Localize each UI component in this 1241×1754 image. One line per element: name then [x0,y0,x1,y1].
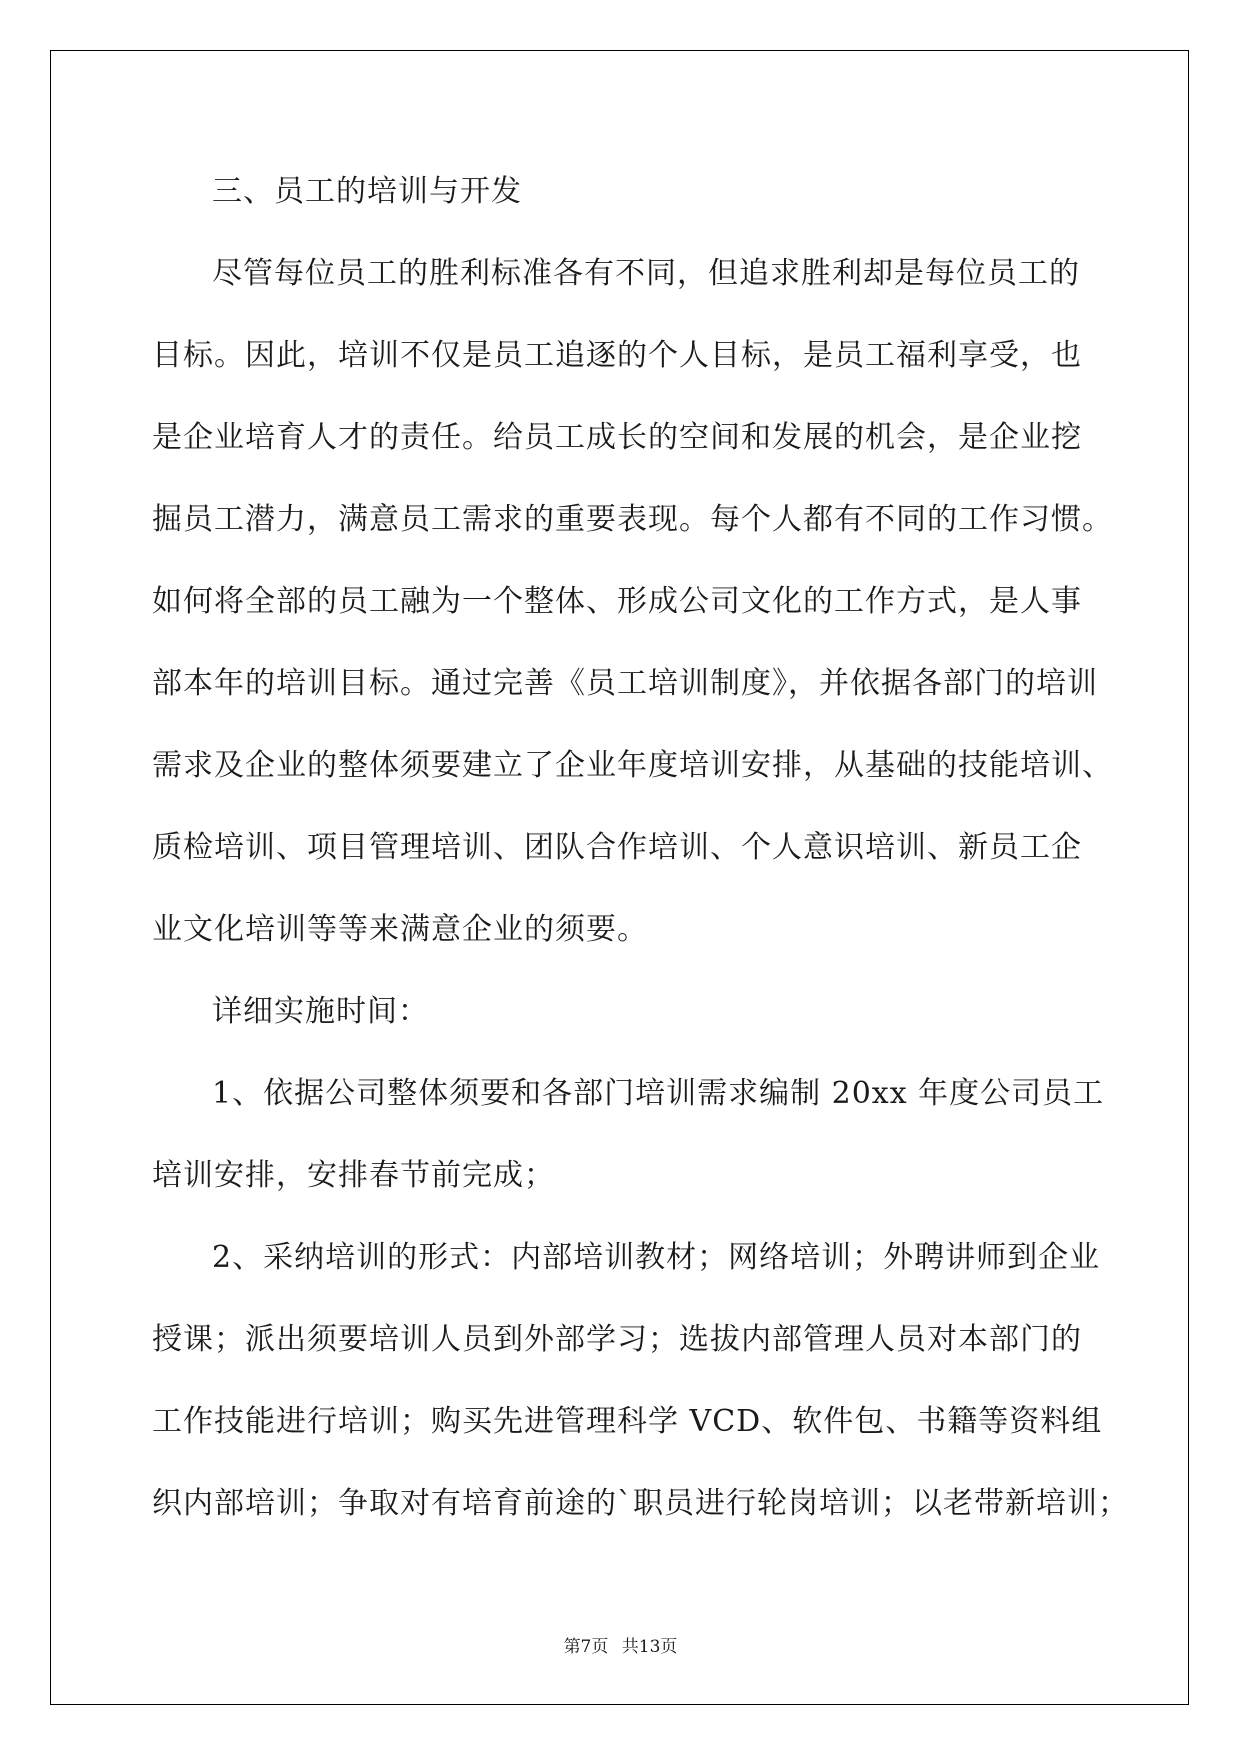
list-item-line: 培训安排，安排春节前完成； [152,1158,555,1193]
list-item-line: 2、采纳培训的形式：内部培训教材；网络培训；外聘讲师到企业 [212,1240,1101,1275]
list-item-line: 授课；派出须要培训人员到外部学习；选拔内部管理人员对本部门的 [152,1322,1082,1357]
paragraph-line: 部本年的培训目标。通过完善《员工培训制度》，并依据各部门的培训 [152,666,1098,701]
paragraph-line: 需求及企业的整体须要建立了企业年度培训安排，从基础的技能培训、 [152,748,1113,783]
paragraph-line: 目标。因此，培训不仅是员工追逐的个人目标，是员工福利享受，也 [152,338,1082,373]
list-item-line: 工作技能进行培训；购买先进管理科学 VCD、软件包、书籍等资料组 [152,1404,1103,1439]
page-total: 共13页 [621,1637,678,1657]
paragraph-line: 业文化培训等等来满意企业的须要。 [152,912,648,947]
page-footer [0,1632,1241,1657]
paragraph-line: 质检培训、项目管理培训、团队合作培训、个人意识培训、新员工企 [152,830,1082,865]
list-item-line: 1、依据公司整体须要和各部门培训需求编制 20xx 年度公司员工 [212,1076,1105,1111]
page-border [50,50,1189,1705]
subheading: 详细实施时间： [212,994,429,1029]
paragraph-line: 如何将全部的员工融为一个整体、形成公司文化的工作方式，是人事 [152,584,1082,619]
list-item-line: 织内部培训；争取对有培育前途的`职员进行轮岗培训；以老带新培训； [152,1486,1129,1521]
section-heading: 三、员工的培训与开发 [212,174,522,209]
page-number: 第7页 [563,1637,609,1657]
paragraph-line: 是企业培育人才的责任。给员工成长的空间和发展的机会，是企业挖 [152,420,1082,455]
paragraph-line: 掘员工潜力，满意员工需求的重要表现。每个人都有不同的工作习惯。 [152,502,1113,537]
paragraph-line: 尽管每位员工的胜利标准各有不同，但追求胜利却是每位员工的 [212,256,1080,291]
